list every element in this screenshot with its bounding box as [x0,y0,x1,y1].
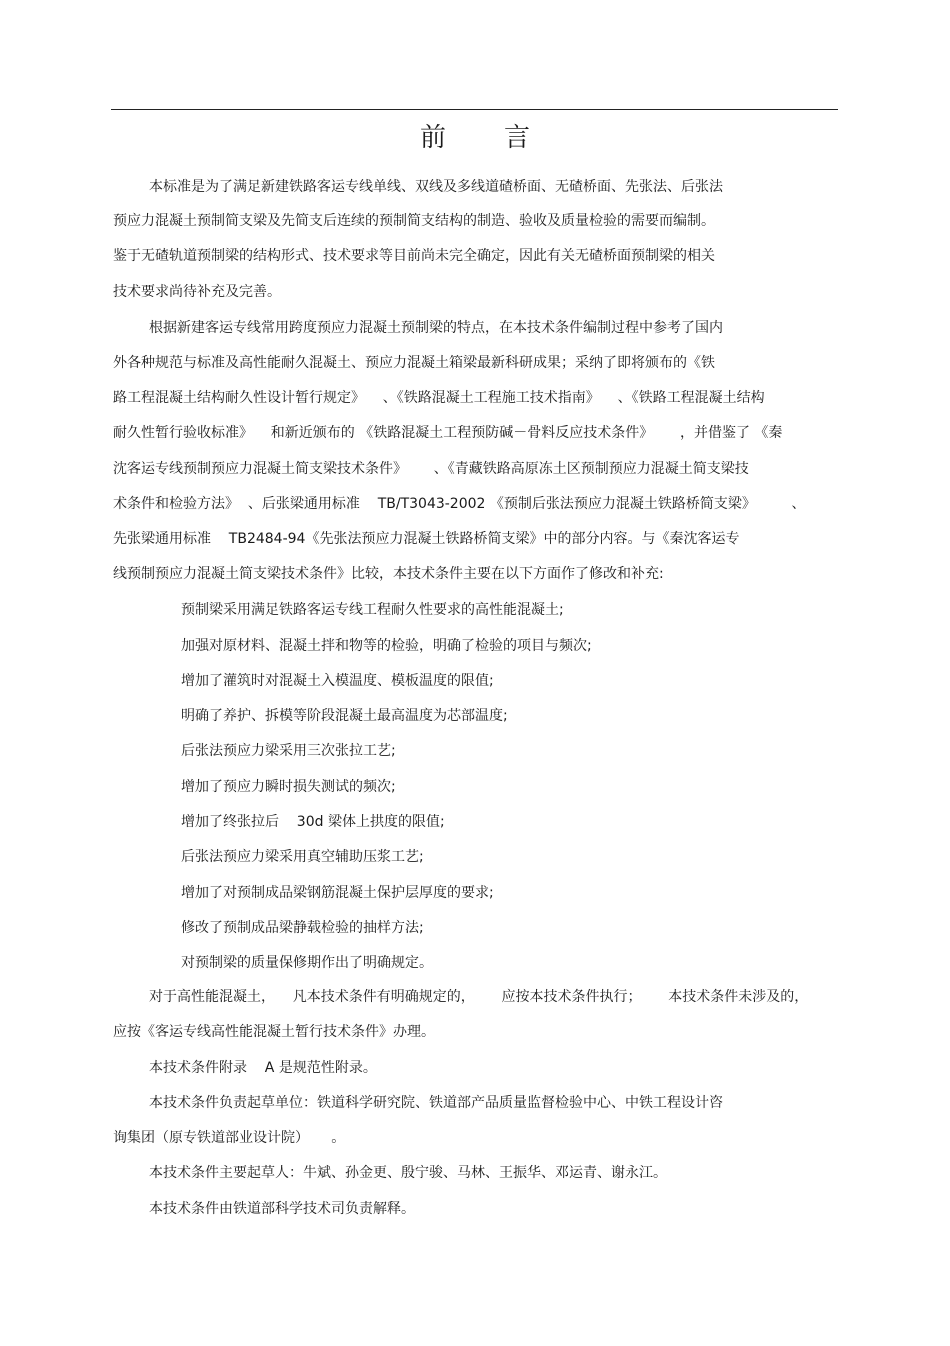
page-title: 前言 [419,123,588,153]
text-line: 对于高性能混凝土， 凡本技术条件有明确规定的， 应按本技术条件执行； 本技术条件未涉及的， [149,989,809,1005]
list-item: 后张法预应力梁采用三次张拉工艺; [181,743,396,759]
text-line: 术条件和检验方法》 、后张梁通用标准 TB/T3043-2002 《预制后张法预应力混凝土铁路桥简支梁》 、 [113,496,806,512]
text-line: 线预制预应力混凝土简支梁技术条件》比较，本技术条件主要在以下方面作了修改和补充: [113,566,664,582]
text-line: 本标准是为了满足新建铁路客运专线单线、双线及多线道碴桥面、无碴桥面、先张法、后张法 [149,179,723,195]
text-line: 本技术条件由铁道部科学技术司负责解释。 [149,1201,415,1217]
list-item: 预制梁采用满足铁路客运专线工程耐久性要求的高性能混凝土; [181,602,564,618]
list-item: 后张法预应力梁采用真空辅助压浆工艺; [181,849,424,865]
text-line: 预应力混凝土预制简支梁及先简支后连续的预制简支结构的制造、验收及质量检验的需要而编制。 [113,213,715,229]
text-line: 技术要求尚待补充及完善。 [113,284,281,300]
list-item: 增加了灌筑时对混凝土入模温度、模板温度的限值; [181,673,494,689]
text-line: 应按《客运专线高性能混凝土暂行技术条件》办理。 [113,1024,435,1040]
text-line: 本技术条件主要起草人：牛斌、孙金更、殷宁骏、马林、王振华、邓运青、谢永江。 [149,1165,667,1181]
list-item: 增加了对预制成品梁钢筋混凝土保护层厚度的要求; [181,885,494,901]
text-line: 路工程混凝土结构耐久性设计暂行规定》 、《铁路混凝土工程施工技术指南》 、《铁路工程混凝土结构 [113,390,765,406]
text-line: 本技术条件附录 A 是规范性附录。 [149,1060,377,1076]
text-line: 根据新建客运专线常用跨度预应力混凝土预制梁的特点，在本技术条件编制过程中参考了国内 [149,320,723,336]
text-line: 询集团（原专铁道部业设计院） 。 [113,1130,346,1146]
text-line: 外各种规范与标准及高性能耐久混凝土、预应力混凝土箱梁最新科研成果；采纳了即将颁布的《铁 [113,355,715,371]
list-item: 增加了终张拉后 30d 梁体上拱度的限值; [181,814,445,830]
list-item: 加强对原材料、混凝土拌和物等的检验，明确了检验的项目与频次; [181,638,592,654]
list-item: 明确了养护、拆模等阶段混凝土最高温度为芯部温度; [181,708,508,724]
list-item: 修改了预制成品梁静载检验的抽样方法; [181,920,424,936]
header-rule [111,109,838,110]
text-line: 本技术条件负责起草单位：铁道科学研究院、铁道部产品质量监督检验中心、中铁工程设计咨 [149,1095,723,1111]
text-line: 先张梁通用标准 TB2484-94《先张法预应力混凝土铁路桥简支梁》中的部分内容。与《秦沈客运专 [113,531,740,547]
text-line: 耐久性暂行验收标准》 和新近颁布的 《铁路混凝土工程预防碱－骨料反应技术条件》 ，并借鉴了 《秦 [113,425,783,441]
list-item: 对预制梁的质量保修期作出了明确规定。 [181,955,433,971]
text-line: 鉴于无碴轨道预制梁的结构形式、技术要求等目前尚未完全确定，因此有关无碴桥面预制梁的相关 [113,248,715,264]
text-line: 沈客运专线预制预应力混凝土简支梁技术条件》 、《青藏铁路高原冻土区预制预应力混凝土简支梁技 [113,461,749,477]
list-item: 增加了预应力瞬时损失测试的频次; [181,779,396,795]
